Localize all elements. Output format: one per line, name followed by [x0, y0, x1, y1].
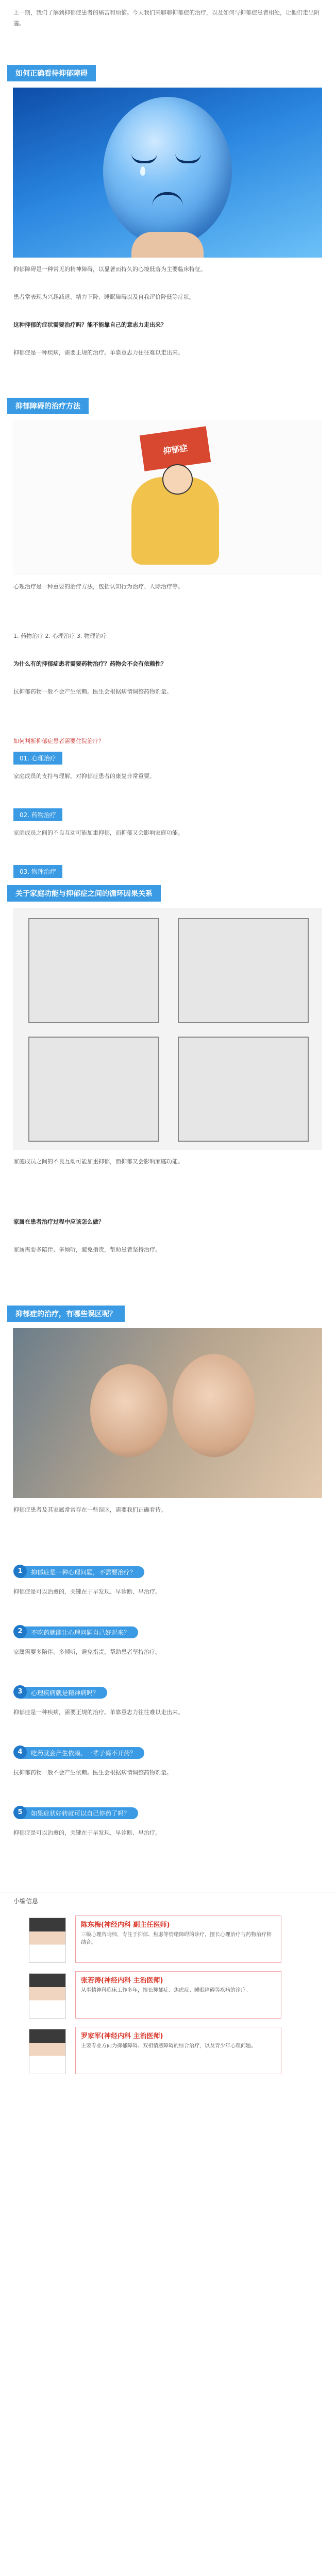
sad-balloon-image [13, 88, 322, 258]
question-item-text-2: 不吃药就能让心理问题自己好起来？ [21, 1626, 138, 1638]
question-num-2: 2 [13, 1625, 27, 1638]
doctor-card-2 [13, 1971, 322, 2021]
answer-1: 抑郁症是可以治愈的，关键在于早发现、早诊断、早治疗。 [13, 1588, 161, 1595]
section-1 [0, 65, 335, 82]
section-2 [0, 398, 335, 415]
label-1: 01. 心理治疗 [13, 752, 62, 765]
doctor-name: 陈东梅(神经内科 副主任医师) [81, 1921, 170, 1929]
section-4 [0, 1306, 335, 1323]
paragraph-5: 1. 药物治疗 2. 心理治疗 3. 物理治疗 [13, 633, 107, 639]
paragraph-10: 家属需要多陪伴、多倾听，避免指责，帮助患者坚持治疗。 [13, 1246, 161, 1253]
doctor-card-1 [13, 1916, 322, 1965]
doctor-avatar [29, 1973, 66, 2019]
cartoon-head [162, 464, 193, 495]
question-num-1: 1 [13, 1565, 27, 1578]
question-red: 如何判断抑郁症患者需要住院治疗？ [13, 738, 104, 744]
paragraph-4: 心理治疗是一种重要的治疗方法，包括认知行为治疗、人际治疗等。 [13, 583, 183, 590]
cartoon-sign: 抑郁症 [140, 426, 211, 471]
question-item-5 [13, 1806, 335, 1821]
doctor-avatar [29, 1918, 66, 1963]
answer-4: 抗抑郁药物一般不会产生依赖。医生会根据病情调整药物剂量。 [13, 1769, 172, 1776]
question-num-4: 4 [13, 1745, 27, 1759]
paragraph-2: 患者常表现为兴趣减退、精力下降、睡眠障碍以及自我评价降低等症状。 [13, 294, 195, 300]
doctor-info [75, 1916, 281, 1963]
doctor-info [75, 1971, 281, 2019]
depression-cartoon-image [13, 420, 322, 575]
answer-5: 抑郁症是可以治愈的，关键在于早发现、早诊断、早治疗。 [13, 1829, 161, 1836]
section-3 [0, 885, 335, 903]
paragraph-9: 家庭成员之间的不良互动可能加重抑郁，而抑郁又会影响家庭功能。 [13, 1158, 183, 1165]
paragraph-6: 抗抑郁药物一般不会产生依赖。医生会根据病情调整药物剂量。 [13, 688, 172, 695]
eye-left [131, 154, 157, 163]
paragraph-1: 抑郁障碍是一种常见的精神障碍，以显著而持久的心境低落为主要临床特征。 [13, 266, 206, 273]
question-item-3 [13, 1685, 335, 1701]
sad-mouth [152, 192, 183, 206]
doctor-desc: 从事精神科临床工作多年，擅长抑郁症、焦虑症、睡眠障碍等疾病的诊疗。 [81, 1988, 251, 1993]
doctor-card-3 [13, 2027, 322, 2076]
sketch-scene-2 [178, 918, 309, 1023]
tear-icon [140, 166, 145, 176]
label-2: 02. 药物治疗 [13, 808, 62, 821]
doctor-name: 张若涛(神经内科 主治医师) [81, 1977, 163, 1985]
face-left [90, 1364, 167, 1457]
footer-label: 小编信息 [0, 1892, 335, 1909]
couple-photo [13, 1328, 322, 1498]
question-item-4 [13, 1745, 335, 1761]
sketch-scene-3 [28, 1037, 159, 1142]
doctor-info [75, 2027, 281, 2074]
question-item-text-4: 吃药就会产生依赖、一辈子离不开药？ [21, 1747, 144, 1759]
section-title-2: 抑郁障碍的治疗方法 [7, 398, 89, 414]
eye-right [175, 154, 201, 163]
paragraph-11: 抑郁症患者及其家属常常存在一些误区，需要我们正确看待。 [13, 1506, 166, 1513]
intro-text: 上一期，我们了解到抑郁症患者的痛苦和烦恼。今天我们来聊聊抑郁症的治疗，以及如何与抑郁症患者相处，让他们走出阴霾。 [13, 9, 320, 27]
question-num-5: 5 [13, 1806, 27, 1819]
section-title-1: 如何正确看待抑郁障碍 [7, 65, 96, 81]
paragraph-7: 家庭成员的支持与理解，对抑郁症患者的康复非常重要。 [13, 773, 155, 779]
doctor-desc: 主要专业方向为抑郁障碍、双相情感障碍的综合治疗，以及青少年心理问题。 [81, 2043, 256, 2049]
answer-2: 家属需要多陪伴、多倾听，避免指责，帮助患者坚持治疗。 [13, 1649, 161, 1655]
answer-3: 抑郁症是一种疾病，需要正规的治疗。单靠意志力往往难以走出来。 [13, 1709, 183, 1716]
sketch-scene-1 [28, 918, 159, 1023]
face-right [173, 1354, 255, 1457]
question-3: 家属在患者治疗过程中应该怎么做？ [13, 1218, 104, 1225]
doctor-avatar [29, 2029, 66, 2074]
question-1: 这种抑郁的症状需要治疗吗？能不能靠自己的意志力走出来？ [13, 321, 166, 328]
paragraph-8: 家庭成员之间的不良互动可能加重抑郁，而抑郁又会影响家庭功能。 [13, 829, 183, 836]
doctor-name: 罗家军(神经内科 主治医师) [81, 2032, 163, 2040]
section-title-3: 关于家庭功能与抑郁症之间的循环因果关系 [7, 885, 161, 902]
question-num-3: 3 [13, 1685, 27, 1699]
question-item-text-3: 心理疾病就是精神病吗？ [21, 1687, 107, 1699]
question-item-2 [13, 1625, 335, 1640]
question-item-text-1: 抑郁症是一种心理问题，不需要治疗？ [21, 1566, 144, 1578]
question-item-text-5: 如果症状好转就可以自己停药了吗？ [21, 1807, 138, 1819]
section-title-4: 抑郁症的治疗，有哪些误区呢？ [7, 1306, 125, 1322]
hand-illustration [131, 232, 204, 258]
sketch-scene-4 [178, 1037, 309, 1142]
doctor-desc: 三级心理咨询师，专注于抑郁、焦虑等情绪障碍的诊疗，擅长心理治疗与药物治疗相结合。 [81, 1932, 272, 1945]
balloon-face-icon [103, 97, 232, 246]
question-item-1 [13, 1565, 335, 1580]
question-2: 为什么有的抑郁症患者需要药物治疗？药物会不会有依赖性？ [13, 660, 166, 667]
paragraph-3: 抑郁症是一种疾病，需要正规的治疗。单靠意志力往往难以走出来。 [13, 349, 183, 356]
label-3: 03. 物理治疗 [13, 865, 62, 878]
family-sketch-image [13, 908, 322, 1150]
